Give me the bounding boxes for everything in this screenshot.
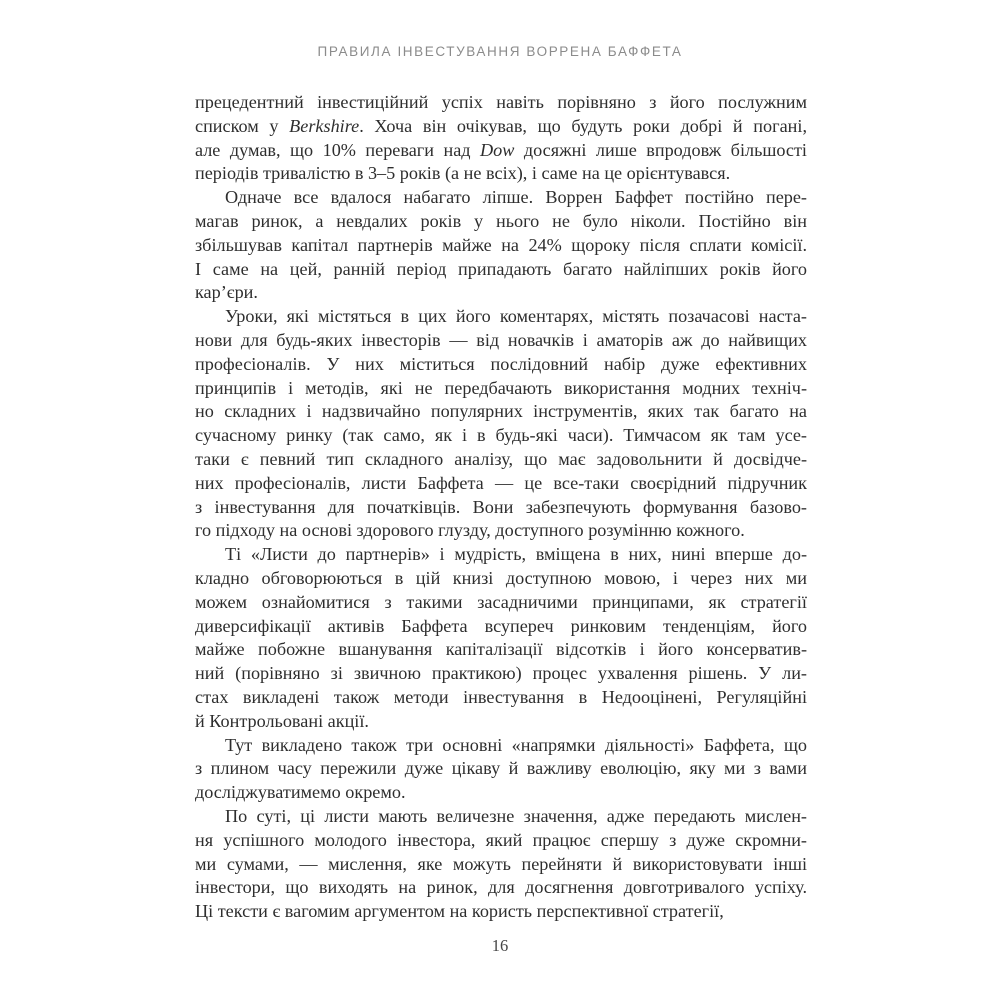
- text-line: но складних і надзвичайно популярних інструментів, яких так багато на: [195, 401, 807, 422]
- text-line: магав ринок, а невдалих років у нього не було ніколи. Постійно він: [195, 210, 807, 231]
- text-line: сучасному ринку (так само, як і в будь-які часи). Тимчасом як там усе-: [195, 425, 807, 446]
- text-line: По суті, ці листи мають величезне значення, адже передають мислен-: [225, 805, 807, 826]
- text-line: кладно обговорюються в цій книзі доступною мовою, і через них ми: [195, 567, 807, 588]
- text-line: ний (порівняно зі звичною практикою) процес ухвалення рішень. У ли-: [195, 663, 807, 684]
- body-text: [195, 91, 807, 924]
- text-line: Уроки, які містяться в цих його коментарях, містять позачасові наста-: [225, 306, 807, 327]
- text-line: але думав, що 10% переваги над Dow досяжні лише впродовж більшості: [195, 139, 807, 160]
- text-line: І саме на цей, ранній період припадають багато найліпших років його: [195, 258, 807, 279]
- text-line: збільшував капітал партнерів майже на 24% щороку після сплати комісії.: [195, 234, 807, 255]
- text-line: них професіоналів, листи Баффета — це все-таки своєрідний підручник: [195, 472, 807, 493]
- text-line: нови для будь-яких інвесторів — від новачків і аматорів аж до найвищих: [195, 329, 807, 350]
- text-line: списком у Berkshire. Хоча він очікував, що будуть роки добрі й погані,: [195, 115, 807, 136]
- text-line: з інвестування для початківців. Вони забезпечують формування базово-: [195, 496, 807, 517]
- text-line: Ті «Листи до партнерів» і мудрість, вміщена в них, нині вперше до-: [225, 544, 807, 565]
- text-line: й Контрольовані акції.: [195, 710, 369, 731]
- text-line: го підходу на основі здорового глузду, доступного розумінню кожного.: [195, 520, 745, 541]
- text-line: періодів тривалістю в 3–5 років (а не всіх), і саме на це орієнтувався.: [195, 163, 731, 184]
- text-line: принципів і методів, які не передбачають використання модних техніч-: [195, 377, 807, 398]
- text-line: ми сумами, — мислення, яке можуть перейняти й використовувати інші: [195, 853, 807, 874]
- text-line: Одначе все вдалося набагато ліпше. Воррен Баффет постійно пере-: [225, 187, 807, 208]
- text-line: Тут викладено також три основні «напрямки діяльності» Баффета, що: [225, 734, 807, 755]
- text-line: кар’єри.: [195, 282, 258, 303]
- text-line: інвестори, що виходять на ринок, для досягнення довготривалого успіху.: [195, 877, 807, 898]
- text-line: можем ознайомитися з такими засадничими принципами, як стратегії: [195, 591, 807, 612]
- text-line: майже побожне вшанування капіталізації відсотків і його консерватив-: [195, 639, 807, 660]
- text-line: таки є певний тип складного аналізу, що має задовольнити й досвідче-: [195, 448, 807, 469]
- text-line: диверсифікації активів Баффета всупереч ринковим тенденціям, його: [195, 615, 807, 636]
- running-header: ПРАВИЛА ІНВЕСТУВАННЯ ВОРРЕНА БАФФЕТА: [317, 44, 683, 59]
- text-line: прецедентний інвестиційний успіх навіть порівняно з його послужним: [195, 92, 807, 112]
- text-line: Ці тексти є вагомим аргументом на користь перспективної стратегії,: [195, 901, 724, 922]
- text-line: ня успішного молодого інвестора, який працює спершу з дуже скромни-: [195, 829, 807, 850]
- text-line: професіоналів. У них міститься послідовний набір дуже ефективних: [195, 353, 807, 374]
- text-line: з плином часу пережили дуже цікаву й важливу еволюцію, яку ми з вами: [195, 758, 807, 779]
- text-line: досліджуватимемо окремо.: [195, 782, 406, 803]
- text-line: стах викладені також методи інвестування в Недооцінені, Регуляційні: [195, 686, 807, 707]
- page-number: 16: [491, 936, 509, 955]
